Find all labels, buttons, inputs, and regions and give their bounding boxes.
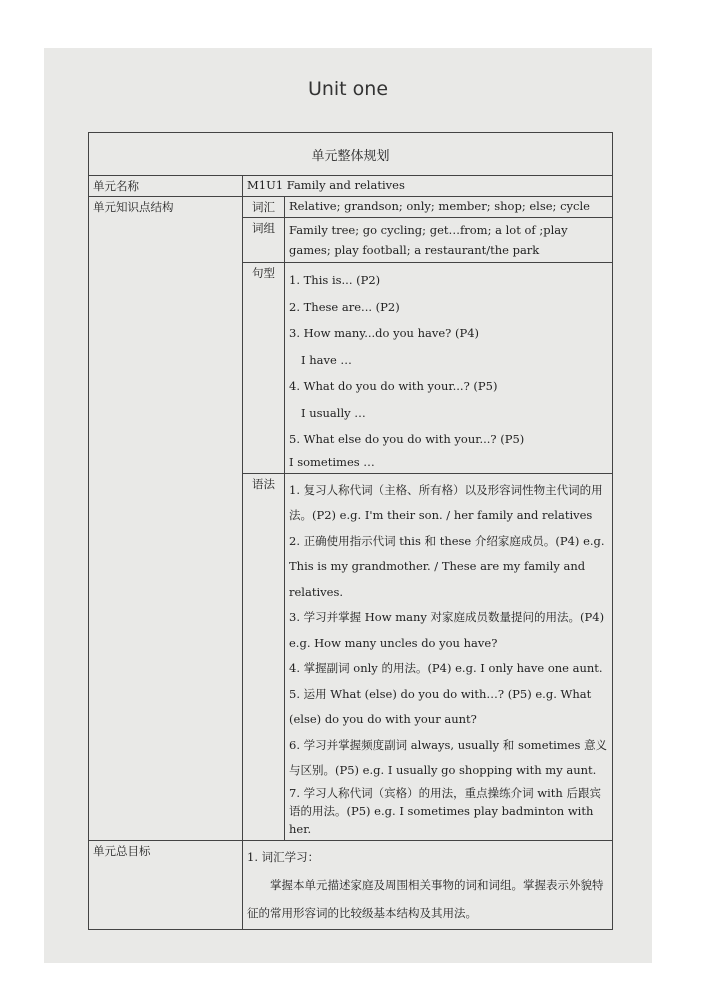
grammar-item: 6. 学习并掌握频度副词 always, usually 和 sometimes 意义与区别。(P5) e.g. I usually go shopping with my aunt. <box>289 737 608 777</box>
unit-name-label: 单元名称 <box>89 176 243 197</box>
grammar-list <box>285 473 613 840</box>
goal-label: 单元总目标 <box>89 840 243 929</box>
pattern-item: 3. How many...do you have? (P4) <box>289 326 480 340</box>
pattern-item: 1. This is... (P2) <box>289 273 381 287</box>
unit-plan-table <box>88 132 613 930</box>
goal-content <box>243 840 613 929</box>
pattern-item: 5. What else do you do with your...? (P5) <box>289 432 525 446</box>
pattern-item: 4. What do you do with your...? (P5) <box>289 379 498 393</box>
goal-text: 掌握本单元描述家庭及周围相关事物的词和词组。掌握表示外貌特征的常用形容词的比较级基本结构及其用法。 <box>247 877 604 920</box>
pattern-item: I usually … <box>301 405 366 420</box>
grammar-item: 2. 正确使用指示代词 this 和 these 介绍家庭成员。(P4) e.g. This is my grandmother. / These are my family and relatives. <box>289 533 605 599</box>
grammar-item: 4. 掌握副词 only 的用法。(P4) e.g. I only have one aunt. <box>289 661 603 675</box>
document-page <box>44 48 652 963</box>
grammar-item: 3. 学习并掌握 How many 对家庭成员数量提问的用法。(P4) e.g. How many uncles do you have? <box>289 610 605 650</box>
patterns-label: 句型 <box>243 263 285 474</box>
grammar-item: 1. 复习人称代词（主格、所有格）以及形容词性物主代词的用法。(P2) e.g. I'm their son. / her family and relatives <box>289 482 603 522</box>
pattern-item: 2. These are... (P2) <box>289 299 400 314</box>
pattern-item: I have … <box>301 352 352 367</box>
grammar-item: 5. 运用 What (else) do you do with…? (P5) e.g. What (else) do you do with your aunt? <box>289 686 592 726</box>
page-title: Unit one <box>307 78 389 100</box>
grammar-item: 7. 学习人称代词（宾格）的用法，重点操练介词 with 后跟宾语的用法。(P5) e.g. I sometimes play badminton with her. <box>289 785 601 836</box>
grammar-label: 语法 <box>243 473 285 840</box>
phrases-value: Family tree; go cycling; get…from; a lot of ;play games; play football; a restaurant/the park <box>285 218 613 263</box>
pattern-item: I sometimes … <box>289 454 375 469</box>
vocab-value: Relative; grandson; only; member; shop; else; cycle <box>285 197 613 218</box>
patterns-list <box>285 263 613 474</box>
phrases-label: 词组 <box>243 218 285 263</box>
table-header: 单元整体规划 <box>89 133 613 176</box>
goal-heading: 1. 词汇学习： <box>247 849 320 864</box>
structure-label: 单元知识点结构 <box>89 197 243 841</box>
vocab-label: 词汇 <box>243 197 285 218</box>
unit-name-value: M1U1 Family and relatives <box>243 176 613 197</box>
